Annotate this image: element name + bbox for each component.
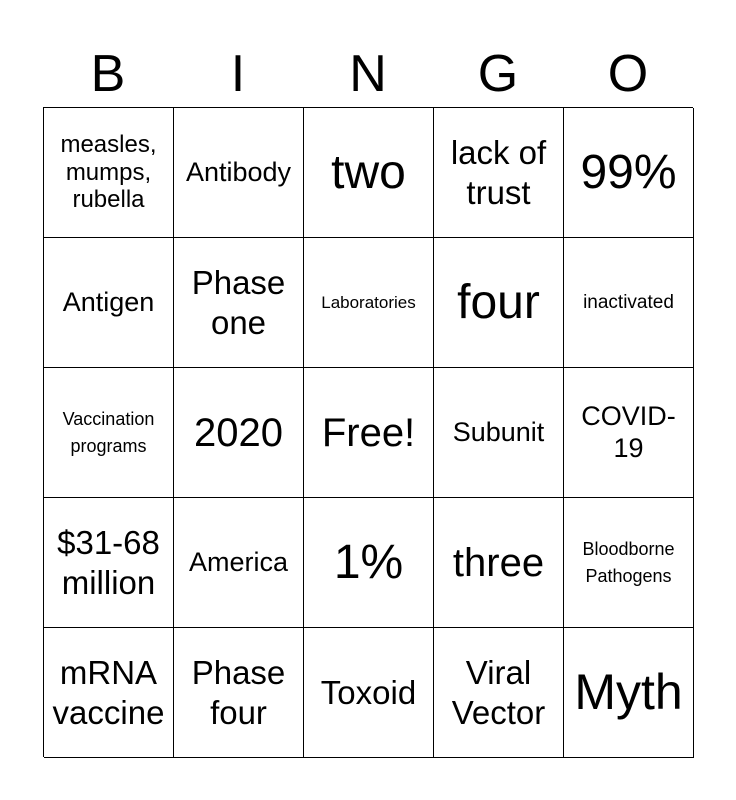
- bingo-cell[interactable]: three: [434, 498, 564, 628]
- bingo-cell[interactable]: Bloodborne Pathogens: [564, 498, 694, 628]
- bingo-cell[interactable]: four: [434, 238, 564, 368]
- header-letter-g: G: [477, 45, 519, 103]
- bingo-cell[interactable]: Vaccination programs: [44, 368, 174, 498]
- bingo-cell[interactable]: two: [304, 108, 434, 238]
- bingo-cell[interactable]: Phase four: [174, 628, 304, 758]
- bingo-cell[interactable]: Laboratories: [304, 238, 434, 368]
- bingo-cell[interactable]: 2020: [174, 368, 304, 498]
- header-letter-i: I: [230, 45, 246, 103]
- bingo-cell[interactable]: Subunit: [434, 368, 564, 498]
- bingo-cell[interactable]: measles, mumps, rubella: [44, 108, 174, 238]
- bingo-cell[interactable]: Viral Vector: [434, 628, 564, 758]
- header-letter-b: B: [90, 45, 126, 103]
- bingo-cell[interactable]: lack of trust: [434, 108, 564, 238]
- header-letter-o: O: [607, 45, 649, 103]
- bingo-header: [43, 42, 693, 106]
- bingo-cell[interactable]: America: [174, 498, 304, 628]
- bingo-cell[interactable]: mRNA vaccine: [44, 628, 174, 758]
- bingo-cell[interactable]: Antigen: [44, 238, 174, 368]
- bingo-cell[interactable]: Toxoid: [304, 628, 434, 758]
- bingo-cell[interactable]: COVID-19: [564, 368, 694, 498]
- bingo-cell[interactable]: Antibody: [174, 108, 304, 238]
- free-space-cell[interactable]: Free!: [304, 368, 434, 498]
- bingo-cell[interactable]: 1%: [304, 498, 434, 628]
- bingo-cell[interactable]: 99%: [564, 108, 694, 238]
- header-letter-n: N: [349, 45, 387, 103]
- bingo-cell[interactable]: Myth: [564, 628, 694, 758]
- bingo-cell[interactable]: inactivated: [564, 238, 694, 368]
- bingo-grid: [43, 107, 693, 757]
- bingo-cell[interactable]: Phase one: [174, 238, 304, 368]
- bingo-cell[interactable]: $31-68 million: [44, 498, 174, 628]
